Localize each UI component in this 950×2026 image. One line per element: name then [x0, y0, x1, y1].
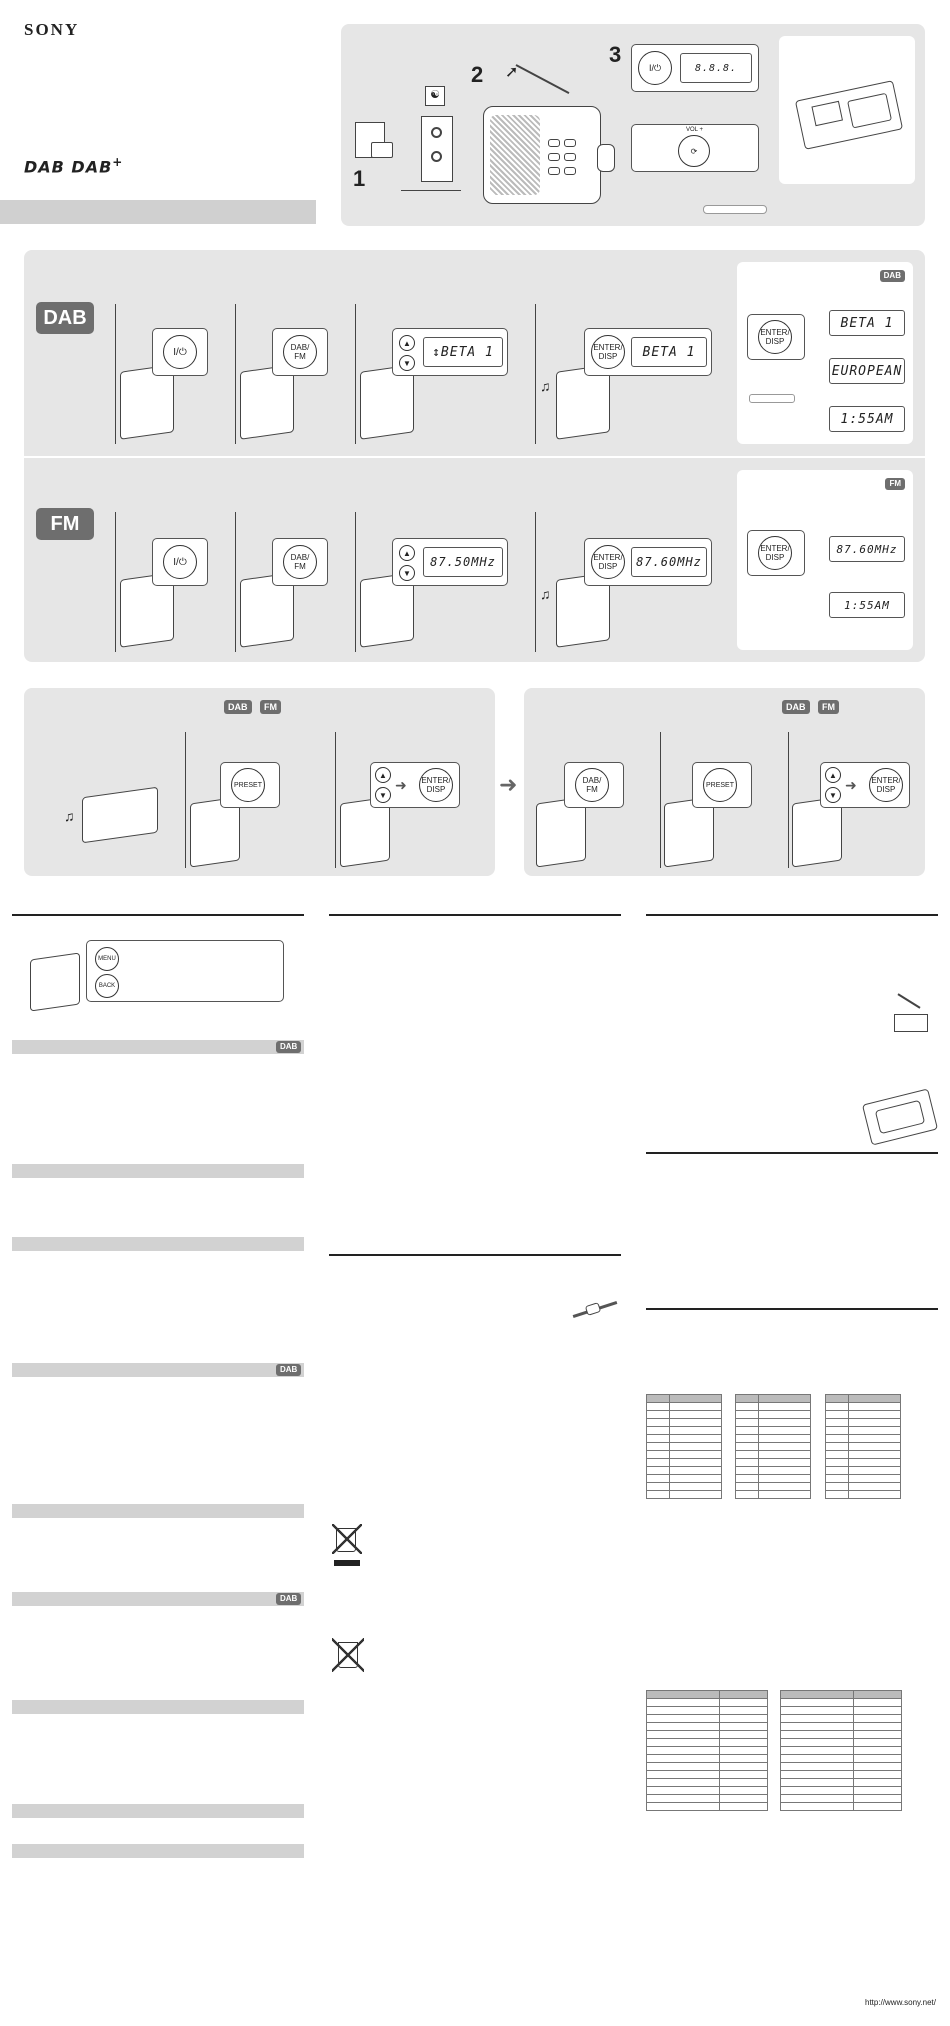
enter-disp-button-icon: ENTER/ DISP [758, 536, 792, 570]
volume-step-box [631, 124, 759, 172]
dab-fm-button-icon: DAB/ FM [575, 768, 609, 802]
fm-mode-box [272, 538, 328, 586]
enter-disp-button-icon: ENTER/ DISP [869, 768, 903, 802]
power-button-icon: I/⏻ [163, 335, 197, 369]
plug-icon [572, 1300, 618, 1320]
step-separator [185, 732, 186, 868]
step-3-label: 3 [609, 42, 622, 67]
dab-tag: DAB [276, 1593, 301, 1605]
preset-button-icon: PRESET [703, 768, 737, 802]
dab-cycle-button-box [747, 314, 805, 360]
up-button-icon: ▲ [399, 545, 415, 561]
enter-disp-button-icon: ENTER/ DISP [591, 545, 625, 579]
dab-badge: DAB [36, 302, 94, 334]
column-1-rule [12, 914, 304, 916]
volume-knob [597, 144, 615, 172]
recall-mode-box [564, 762, 624, 808]
preset-recall-panel [524, 688, 925, 876]
dab-enter-box [584, 328, 712, 376]
dab-tag: DAB [276, 1041, 301, 1053]
step-separator [115, 512, 116, 652]
frequency-table-3 [825, 1394, 901, 1499]
step-separator [235, 304, 236, 444]
antenna-line [516, 64, 570, 94]
dab-cycle-screen-1: BETA 1 [829, 310, 905, 336]
ac-adaptor-icon [371, 142, 393, 158]
fm-power-box [152, 538, 208, 586]
up-button-icon: ▲ [399, 335, 415, 351]
dab-tag: DAB [224, 700, 252, 714]
caption-placeholder [703, 205, 767, 214]
down-button-icon: ▼ [825, 787, 841, 803]
dab-tune-box [392, 328, 508, 376]
preset-button-icon: PRESET [231, 768, 265, 802]
radio-illustration [82, 787, 158, 844]
back-button-icon: BACK [95, 974, 119, 998]
frequency-table-1 [646, 1394, 722, 1499]
section-header [12, 1237, 304, 1251]
step-separator [355, 304, 356, 444]
dab-tag: DAB [276, 1364, 301, 1376]
preset-box [220, 762, 280, 808]
fm-tune-lcd: 87.50MHz [423, 547, 503, 577]
step-separator [535, 512, 536, 652]
step-separator [660, 732, 661, 868]
speaker-grille [490, 115, 540, 195]
radio-body-illustration [483, 106, 601, 204]
step-2-label: 2 [471, 62, 484, 87]
power-step-box [631, 44, 759, 92]
preset-store-panel [24, 688, 495, 876]
dab-tag: DAB [880, 270, 905, 282]
column-2-rule [329, 1254, 621, 1256]
fm-tune-box [392, 538, 508, 586]
dab-logo [24, 155, 123, 176]
power-lcd: 8.8.8. [680, 53, 752, 83]
vol-label: VOL + [686, 127, 703, 133]
radio-buttons-cluster [548, 139, 592, 191]
column-3-rule [646, 1308, 938, 1310]
down-button-icon: ▼ [399, 355, 415, 371]
headphones-icon: ☯ [425, 86, 445, 106]
antenna-icon [888, 996, 932, 1036]
step-1-label: 1 [353, 166, 366, 191]
battery-compartment-icon [862, 1088, 938, 1145]
menu-back-box [86, 940, 284, 1002]
arrow-right-icon: ➜ [845, 777, 857, 793]
step-separator [115, 304, 116, 444]
enter-disp-button-icon: ENTER/ DISP [419, 768, 453, 802]
step-separator [235, 512, 236, 652]
battery-illustration-box [779, 36, 915, 184]
column-2-rule [329, 914, 621, 916]
step-separator [335, 732, 336, 868]
fm-cycle-screen-2: 1:55AM [829, 592, 905, 618]
dc-in-jack-icon [431, 151, 442, 162]
down-button-icon: ▼ [399, 565, 415, 581]
dab-fm-button-icon: DAB/ FM [283, 545, 317, 579]
menu-button-icon: MENU [95, 947, 119, 971]
volume-dial-icon: ⟳ [678, 135, 710, 167]
section-header [12, 1363, 304, 1377]
step-separator [355, 512, 356, 652]
fm-tag: FM [885, 478, 905, 490]
caption-placeholder [749, 394, 795, 403]
fm-cycle-screen-1: 87.60MHz [829, 536, 905, 562]
recall-preset-box [692, 762, 752, 808]
section-header [12, 1804, 304, 1818]
fm-tag: FM [260, 700, 281, 714]
fm-tag: FM [818, 700, 839, 714]
section-header [12, 1592, 304, 1606]
brand-logo: SONY [24, 20, 80, 39]
dab-cycle-screen-3: 1:55AM [829, 406, 905, 432]
section-header [12, 1844, 304, 1858]
dab-logo-text: DAB DAB [24, 157, 113, 177]
enter-disp-button-icon: ENTER/ DISP [758, 320, 792, 354]
cable-line [401, 190, 461, 191]
dab-cycle-screen-2: EUROPEAN [829, 358, 905, 384]
dab-logo-plus: + [112, 155, 124, 169]
power-button-icon: I/⏻ [638, 51, 672, 85]
section-header [12, 1700, 304, 1714]
dab-tag: DAB [782, 700, 810, 714]
sony-url[interactable]: http://www.sony.net/ [865, 1998, 936, 2007]
down-button-icon: ▼ [375, 787, 391, 803]
battery-compartment-icon [795, 80, 903, 150]
arrow-up-icon: ➚ [505, 64, 519, 81]
fm-enter-box [584, 538, 712, 586]
tuning-panel [24, 250, 925, 662]
column-3-rule [646, 1152, 938, 1154]
up-button-icon: ▲ [825, 767, 841, 783]
jack-panel [421, 116, 453, 182]
fm-badge: FM [36, 508, 94, 540]
step-separator [788, 732, 789, 868]
weee-bin-icon [330, 1522, 364, 1570]
dab-enter-lcd: BETA 1 [631, 337, 707, 367]
next-arrow-icon: ➜ [499, 772, 518, 797]
battery-bin-icon [330, 1636, 366, 1676]
frequency-table-2 [735, 1394, 811, 1499]
step-separator [535, 304, 536, 444]
spec-table-1 [646, 1690, 768, 1811]
dab-power-box [152, 328, 208, 376]
spec-table-2 [780, 1690, 902, 1811]
fm-display-cycle-box [737, 470, 913, 650]
recall-enter-box [820, 762, 910, 808]
enter-disp-button-icon: ENTER/ DISP [591, 335, 625, 369]
preset-enter-box [370, 762, 460, 808]
column-3-rule [646, 914, 938, 916]
dab-fm-button-icon: DAB/ FM [283, 335, 317, 369]
music-note-icon: ♫ [64, 808, 75, 824]
section-header [12, 1040, 304, 1054]
up-button-icon: ▲ [375, 767, 391, 783]
dab-display-cycle-box [737, 262, 913, 444]
section-header [12, 1504, 304, 1518]
radio-illustration [30, 952, 80, 1011]
music-note-icon: ♫ [540, 378, 551, 394]
music-note-icon: ♫ [540, 586, 551, 602]
headphone-jack-icon [431, 127, 442, 138]
arrow-right-icon: ➜ [395, 777, 407, 793]
power-button-icon: I/⏻ [163, 545, 197, 579]
dab-tune-lcd: ↕BETA 1 [423, 337, 503, 367]
fm-cycle-button-box [747, 530, 805, 576]
section-header [12, 1164, 304, 1178]
setup-panel [341, 24, 925, 226]
fm-enter-lcd: 87.60MHz [631, 547, 707, 577]
panel-divider [24, 456, 925, 458]
dab-mode-box [272, 328, 328, 376]
title-bar [0, 200, 316, 224]
